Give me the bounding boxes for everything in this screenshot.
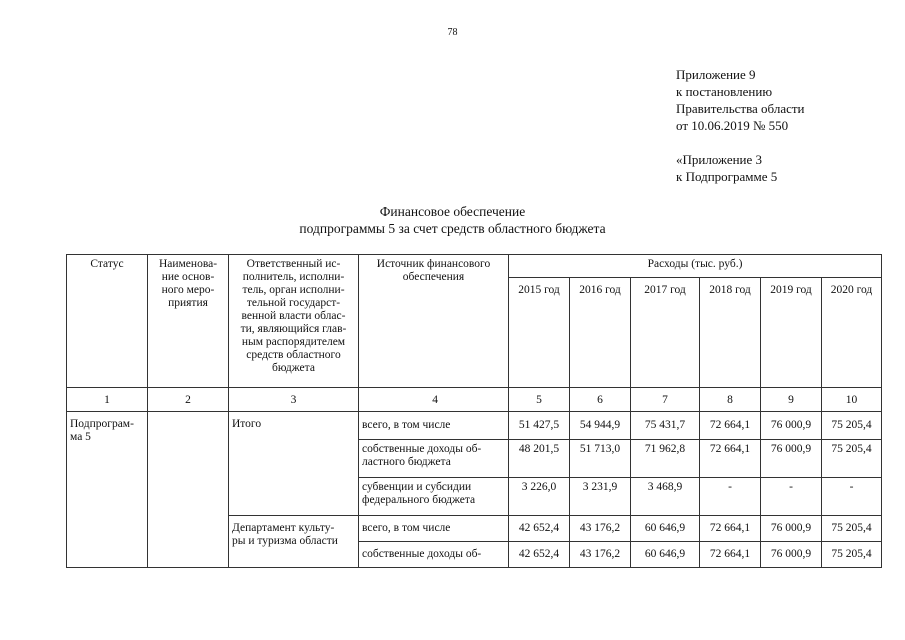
- appendix-line: Правительства области: [676, 101, 805, 116]
- appendix-line: к постановлению: [676, 84, 773, 99]
- executor-cell: Департамент культу- ры и туризма области: [229, 516, 359, 568]
- title-line-1: Финансовое обеспечение: [379, 204, 526, 219]
- index-cell: 7: [631, 388, 700, 412]
- table-row: [67, 412, 882, 440]
- value-cell: -: [761, 478, 822, 516]
- source-cell: всего, в том числе: [359, 516, 509, 542]
- header-source: Источник финансового обеспечения: [359, 255, 509, 388]
- value-cell: 72 664,1: [700, 542, 761, 568]
- index-cell: 4: [359, 388, 509, 412]
- header-executor: Ответственный ис- полнитель, исполни- тель, орган исполни- тельной государст- венной власти облас- ти, являющийся глав- ным распорядителем средств областного бюджета: [229, 255, 359, 388]
- value-cell: 72 664,1: [700, 516, 761, 542]
- status-cell: Подпрограм- ма 5: [67, 412, 148, 568]
- value-cell: 72 664,1: [700, 412, 761, 440]
- value-cell: -: [700, 478, 761, 516]
- source-cell: субвенции и субсидии федерального бюджета: [359, 478, 509, 516]
- header-expenses: Расходы (тыс. руб.): [509, 255, 882, 278]
- index-cell: 2: [148, 388, 229, 412]
- executor-cell: Итого: [229, 412, 359, 516]
- year-2015: 2015 год: [509, 278, 570, 388]
- index-cell: 9: [761, 388, 822, 412]
- value-cell: 60 646,9: [631, 516, 700, 542]
- value-cell: 60 646,9: [631, 542, 700, 568]
- value-cell: 76 000,9: [761, 440, 822, 478]
- value-cell: 3 468,9: [631, 478, 700, 516]
- appendix-line: от 10.06.2019 № 550: [676, 118, 789, 133]
- value-cell: 3 226,0: [509, 478, 570, 516]
- index-cell: 6: [570, 388, 631, 412]
- appendix-line: «Приложение 3: [676, 152, 763, 167]
- index-cell: 3: [229, 388, 359, 412]
- value-cell: 3 231,9: [570, 478, 631, 516]
- year-2020: 2020 год: [822, 278, 882, 388]
- page-number: 78: [447, 27, 458, 38]
- value-cell: 75 205,4: [822, 542, 882, 568]
- appendix-line: к Подпрограмме 5: [676, 169, 778, 184]
- value-cell: -: [822, 478, 882, 516]
- value-cell: 43 176,2: [570, 516, 631, 542]
- appendix-reference: [676, 151, 777, 185]
- index-cell: 10: [822, 388, 882, 412]
- header-status: Статус: [67, 255, 148, 388]
- source-cell: собственные доходы об- ластного бюджета: [359, 440, 509, 478]
- value-cell: 54 944,9: [570, 412, 631, 440]
- header-name: Наименова- ние основ- ного меро- приятия: [148, 255, 229, 388]
- value-cell: 42 652,4: [509, 516, 570, 542]
- year-2019: 2019 год: [761, 278, 822, 388]
- name-cell: [148, 412, 229, 568]
- value-cell: 76 000,9: [761, 516, 822, 542]
- value-cell: 76 000,9: [761, 412, 822, 440]
- appendix-line: Приложение 9: [676, 67, 756, 82]
- document-title: [0, 203, 905, 237]
- source-cell: всего, в том числе: [359, 412, 509, 440]
- title-line-2: подпрограммы 5 за счет средств областного бюджета: [299, 221, 606, 236]
- index-cell: 8: [700, 388, 761, 412]
- value-cell: 51 713,0: [570, 440, 631, 478]
- source-cell: собственные доходы об-: [359, 542, 509, 568]
- value-cell: 48 201,5: [509, 440, 570, 478]
- value-cell: 75 205,4: [822, 412, 882, 440]
- value-cell: 75 205,4: [822, 440, 882, 478]
- year-2017: 2017 год: [631, 278, 700, 388]
- value-cell: 43 176,2: [570, 542, 631, 568]
- index-cell: 5: [509, 388, 570, 412]
- value-cell: 75 205,4: [822, 516, 882, 542]
- value-cell: 42 652,4: [509, 542, 570, 568]
- value-cell: 72 664,1: [700, 440, 761, 478]
- value-cell: 76 000,9: [761, 542, 822, 568]
- appendix-block: [676, 66, 805, 134]
- value-cell: 71 962,8: [631, 440, 700, 478]
- value-cell: 51 427,5: [509, 412, 570, 440]
- index-cell: 1: [67, 388, 148, 412]
- year-2018: 2018 год: [700, 278, 761, 388]
- financing-table: [66, 254, 882, 568]
- year-2016: 2016 год: [570, 278, 631, 388]
- value-cell: 75 431,7: [631, 412, 700, 440]
- index-row: [67, 388, 882, 412]
- header-row: [67, 255, 882, 278]
